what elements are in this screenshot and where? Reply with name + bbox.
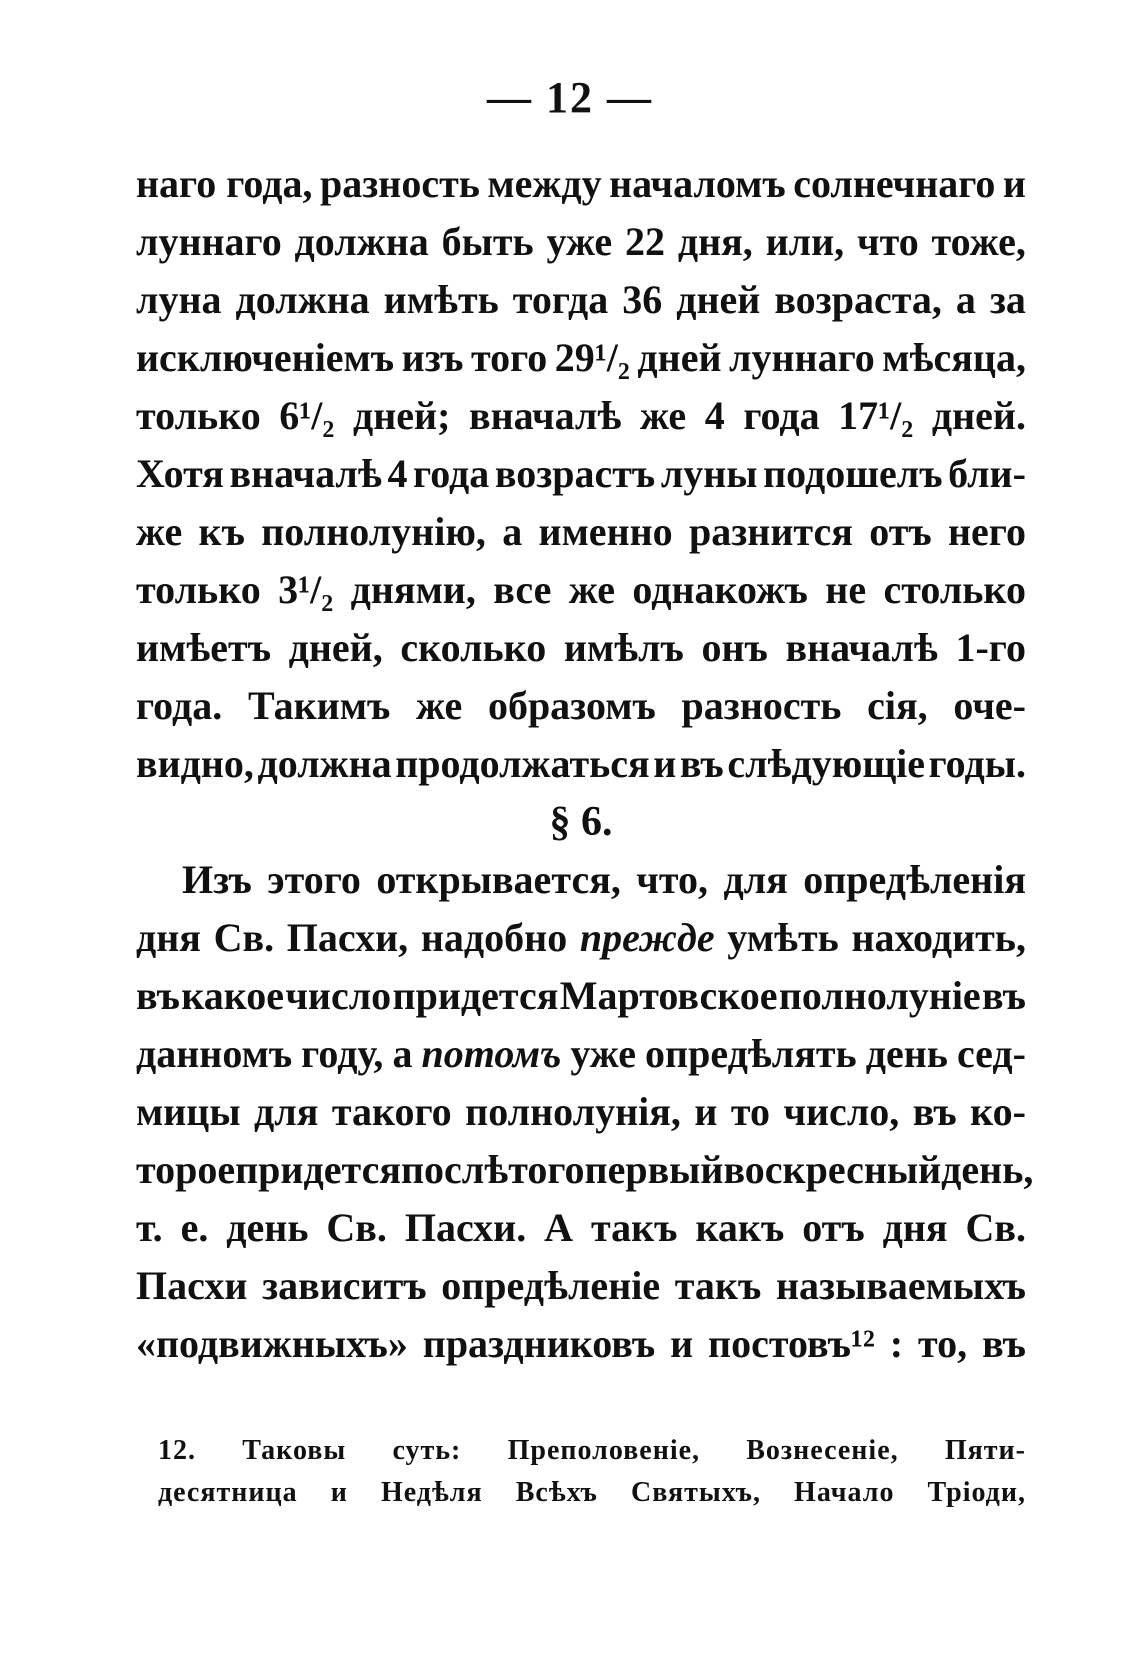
word: слѣдующіе bbox=[727, 741, 925, 786]
word: къ bbox=[198, 509, 245, 554]
word: то, bbox=[918, 1321, 968, 1366]
word: 29¹/₂ bbox=[554, 335, 630, 380]
word: вначалѣ bbox=[468, 393, 622, 438]
word: луннаго bbox=[136, 219, 282, 264]
word: Пяти- bbox=[944, 1435, 1026, 1466]
text-line bbox=[136, 972, 1026, 1030]
text-line bbox=[158, 1435, 1026, 1477]
word: разнится bbox=[688, 509, 853, 554]
word: умѣть bbox=[727, 915, 839, 960]
word: потомъ bbox=[421, 1031, 562, 1076]
word: столько bbox=[883, 567, 1026, 612]
word: днями, bbox=[350, 567, 476, 612]
word: образомъ bbox=[487, 683, 656, 728]
word: продолжаться bbox=[395, 741, 650, 786]
word: Всѣхъ bbox=[515, 1477, 598, 1508]
word: онъ bbox=[701, 625, 768, 670]
word: е. bbox=[180, 1205, 209, 1250]
word: 4 bbox=[704, 393, 725, 438]
text-line bbox=[136, 1146, 1034, 1204]
word: воскресный bbox=[723, 1147, 942, 1192]
page-body bbox=[136, 160, 1034, 1378]
word: называемыхъ bbox=[775, 1263, 1026, 1308]
word: Вознесеніе, bbox=[746, 1435, 899, 1466]
word: 6¹/₂ bbox=[279, 393, 335, 438]
word: какое bbox=[181, 973, 285, 1018]
word: году, bbox=[301, 1031, 384, 1076]
word: дней bbox=[637, 335, 722, 380]
word: въ bbox=[136, 973, 180, 1018]
word: мицы bbox=[136, 1089, 241, 1134]
word: опредѣленіе bbox=[441, 1263, 661, 1308]
word: такъ bbox=[591, 1205, 678, 1250]
word: сія, bbox=[867, 683, 928, 728]
word: между bbox=[487, 161, 602, 206]
word: дней bbox=[676, 277, 761, 322]
word: что, bbox=[636, 857, 708, 902]
text-line bbox=[136, 682, 1026, 740]
word: число, bbox=[783, 1089, 900, 1134]
word: возраста, bbox=[774, 277, 942, 322]
word: и bbox=[670, 1321, 694, 1366]
word: А bbox=[544, 1205, 574, 1250]
word: луны bbox=[660, 451, 758, 496]
word: послѣ bbox=[400, 1147, 509, 1192]
word: прежде bbox=[579, 915, 715, 960]
word: въ bbox=[912, 1089, 957, 1134]
word: тогда bbox=[512, 277, 609, 322]
text-line bbox=[136, 1204, 1026, 1262]
word: подошелъ bbox=[763, 451, 943, 496]
word: 12. bbox=[158, 1435, 196, 1466]
word: бли- bbox=[948, 451, 1026, 496]
word: года bbox=[413, 451, 490, 496]
word: 22 bbox=[625, 219, 666, 264]
word: : bbox=[889, 1321, 904, 1366]
word: дней, bbox=[288, 625, 383, 670]
paragraph-1 bbox=[136, 160, 1026, 798]
word: Таковы bbox=[242, 1435, 347, 1466]
word: опредѣленія bbox=[803, 857, 1026, 902]
word: же bbox=[136, 509, 183, 554]
word: зависитъ bbox=[262, 1263, 427, 1308]
word: день, bbox=[941, 1147, 1034, 1192]
word: опредѣлять bbox=[645, 1031, 857, 1076]
word: 36 bbox=[622, 277, 663, 322]
word: должна bbox=[294, 219, 429, 264]
word: надобно bbox=[420, 915, 568, 960]
word: за bbox=[989, 277, 1026, 322]
word: разность bbox=[681, 683, 842, 728]
word: Пасхи. bbox=[404, 1205, 527, 1250]
text-line bbox=[136, 334, 1026, 392]
word: годы. bbox=[928, 741, 1026, 786]
word: него bbox=[948, 509, 1026, 554]
word: Пасхи bbox=[136, 1263, 248, 1308]
word: дня bbox=[136, 915, 201, 960]
word: для bbox=[254, 1089, 319, 1134]
word: праздниковъ bbox=[422, 1321, 656, 1366]
word: такого bbox=[331, 1089, 452, 1134]
text-line bbox=[136, 1320, 1026, 1378]
word: наго года, bbox=[136, 161, 313, 206]
word: число bbox=[285, 973, 392, 1018]
word: имѣетъ bbox=[136, 625, 272, 670]
word: открывается, bbox=[376, 857, 621, 902]
word: а bbox=[392, 1031, 413, 1076]
word: этого bbox=[267, 857, 361, 902]
word: какъ bbox=[695, 1205, 785, 1250]
word: Мартовское bbox=[559, 973, 778, 1018]
word: же bbox=[639, 393, 687, 438]
word: или, bbox=[765, 219, 845, 264]
word: а bbox=[955, 277, 976, 322]
footnote bbox=[158, 1435, 1026, 1519]
word: вначалѣ bbox=[785, 625, 938, 670]
word: тоже, bbox=[931, 219, 1026, 264]
word: имѣть bbox=[383, 277, 499, 322]
word: и bbox=[1002, 161, 1026, 206]
text-line bbox=[136, 1088, 1026, 1146]
word: отъ bbox=[869, 509, 932, 554]
word: дней. bbox=[931, 393, 1026, 438]
word: дня bbox=[882, 1205, 948, 1250]
text-line bbox=[136, 624, 1026, 682]
word: ко- bbox=[970, 1089, 1026, 1134]
word: т. bbox=[136, 1205, 163, 1250]
word: не bbox=[825, 567, 867, 612]
word: то bbox=[730, 1089, 770, 1134]
word: находить, bbox=[851, 915, 1026, 960]
paragraph-2 bbox=[136, 856, 1034, 1378]
word: разность bbox=[319, 161, 480, 206]
word: полнолунію, bbox=[261, 509, 486, 554]
word: года bbox=[743, 393, 820, 438]
word: вначалѣ bbox=[229, 451, 382, 496]
word: полнолунія, bbox=[465, 1089, 681, 1134]
word: Начало bbox=[794, 1477, 895, 1508]
word: уже bbox=[570, 1031, 637, 1076]
word: все bbox=[493, 567, 552, 612]
word: же bbox=[416, 683, 463, 728]
text-line bbox=[136, 914, 1026, 972]
word: придется bbox=[392, 973, 559, 1018]
word: для bbox=[723, 857, 788, 902]
word: сед- bbox=[956, 1031, 1026, 1076]
word: возрастъ bbox=[494, 451, 656, 496]
word: торое bbox=[136, 1147, 236, 1192]
word: началомъ bbox=[609, 161, 786, 206]
word: полнолуніе bbox=[778, 973, 981, 1018]
text-line bbox=[158, 1477, 1026, 1519]
word: данномъ bbox=[136, 1031, 293, 1076]
word: что bbox=[857, 219, 919, 264]
word: Св. bbox=[965, 1205, 1026, 1250]
word: Такимъ bbox=[247, 683, 391, 728]
word: Преполовеніе, bbox=[507, 1435, 701, 1466]
word: Изъ bbox=[182, 857, 252, 902]
word: Недѣля bbox=[380, 1477, 483, 1508]
word: суть: bbox=[392, 1435, 462, 1466]
text-line bbox=[136, 1262, 1026, 1320]
text-line bbox=[136, 450, 1026, 508]
word: должна bbox=[257, 741, 392, 786]
word: оче- bbox=[953, 683, 1026, 728]
text-line bbox=[136, 740, 1026, 798]
word: и bbox=[694, 1089, 718, 1134]
word: и bbox=[653, 741, 677, 786]
word: однакожъ bbox=[632, 567, 808, 612]
word: сколько bbox=[400, 625, 547, 670]
word: только bbox=[136, 393, 261, 438]
text-line bbox=[136, 566, 1026, 624]
word: 4 bbox=[387, 451, 408, 496]
word: Св. bbox=[326, 1205, 387, 1250]
text-line bbox=[136, 508, 1026, 566]
word: же bbox=[568, 567, 615, 612]
word: такъ bbox=[674, 1263, 762, 1308]
word: 1-го bbox=[955, 625, 1026, 670]
word: быть bbox=[441, 219, 534, 264]
word: въ bbox=[982, 973, 1026, 1018]
word: того bbox=[508, 1147, 585, 1192]
word: мѣсяца, bbox=[882, 335, 1026, 380]
word: десятница bbox=[158, 1477, 298, 1508]
word: года. bbox=[136, 683, 223, 728]
word: только bbox=[136, 567, 261, 612]
text-line bbox=[136, 1030, 1026, 1088]
word: должна bbox=[235, 277, 370, 322]
word: уже bbox=[546, 219, 613, 264]
word: видно, bbox=[136, 741, 254, 786]
word: Пасхи, bbox=[286, 915, 409, 960]
text-line bbox=[136, 392, 1026, 450]
word: въ bbox=[982, 1321, 1026, 1366]
text-line bbox=[136, 276, 1026, 334]
section-heading: § 6. bbox=[549, 799, 613, 845]
word: Хотя bbox=[136, 451, 224, 496]
word: луна bbox=[136, 277, 222, 322]
text-line bbox=[136, 218, 1026, 276]
word: Св. bbox=[213, 915, 275, 960]
word: Тріоди, bbox=[927, 1477, 1026, 1508]
word: а bbox=[502, 509, 523, 554]
word: постовъ¹² bbox=[708, 1321, 875, 1366]
word: исключеніемъ bbox=[136, 335, 395, 380]
word: имѣлъ bbox=[563, 625, 684, 670]
word: именно bbox=[538, 509, 673, 554]
word: день bbox=[226, 1205, 309, 1250]
word: солнечнаго bbox=[793, 161, 996, 206]
word: «подвижныхъ» bbox=[136, 1321, 408, 1366]
word: дней; bbox=[352, 393, 451, 438]
word: луннаго bbox=[729, 335, 875, 380]
text-line bbox=[136, 856, 1026, 914]
word: отъ bbox=[802, 1205, 865, 1250]
word: того bbox=[470, 335, 548, 380]
word: 17¹/₂ bbox=[838, 393, 914, 438]
word: Святыхъ, bbox=[630, 1477, 761, 1508]
word: 3¹/₂ bbox=[278, 567, 334, 612]
word: дня, bbox=[677, 219, 753, 264]
word: придется bbox=[235, 1147, 401, 1192]
word: первый bbox=[584, 1147, 724, 1192]
word: въ bbox=[679, 741, 724, 786]
word: день bbox=[865, 1031, 948, 1076]
word: изъ bbox=[401, 335, 464, 380]
text-line bbox=[136, 160, 1026, 218]
page-number: — 12 — bbox=[487, 73, 653, 122]
word: и bbox=[330, 1477, 348, 1508]
